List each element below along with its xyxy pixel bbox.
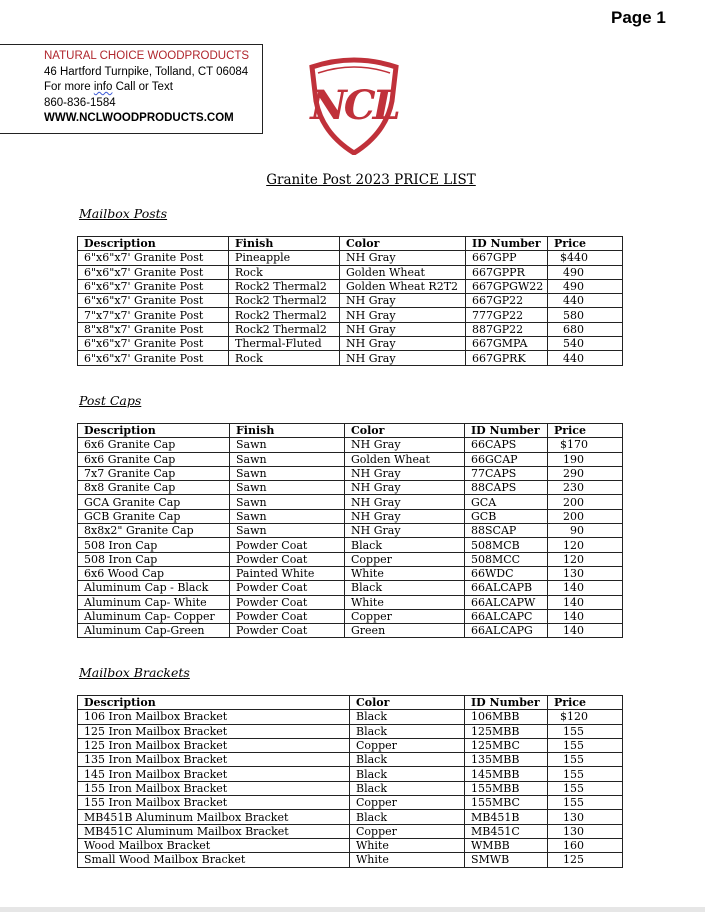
table-cell: 160 <box>548 838 623 852</box>
table-cell: NH Gray <box>345 495 465 509</box>
table-cell: 7"x7"x7' Granite Post <box>78 308 229 322</box>
table-row <box>78 308 623 322</box>
table-cell: White <box>345 566 465 580</box>
table-cell: $170 <box>548 438 623 452</box>
column-header: Finish <box>229 237 340 251</box>
table-cell: GCB <box>465 509 548 523</box>
table-cell: NH Gray <box>340 308 466 322</box>
table-cell: 6"x6"x7' Granite Post <box>78 279 229 293</box>
table-cell: 667GPP <box>466 251 548 265</box>
ncl-shield-logo <box>298 55 410 155</box>
column-header: Price <box>548 237 623 251</box>
table-cell: 125 Iron Mailbox Bracket <box>78 738 350 752</box>
company-contact-line <box>44 80 262 96</box>
table-cell: Rock2 Thermal2 <box>229 294 340 308</box>
table-cell: Wood Mailbox Bracket <box>78 838 350 852</box>
table-row <box>78 767 623 781</box>
table-cell: 155MBC <box>465 796 548 810</box>
table-cell: 8"x8"x7' Granite Post <box>78 322 229 336</box>
table-cell: Golden Wheat <box>340 265 466 279</box>
table-cell: Aluminum Cap- Copper <box>78 609 230 623</box>
table-cell: Painted White <box>230 566 345 580</box>
table-row <box>78 753 623 767</box>
table-cell: 6"x6"x7' Granite Post <box>78 337 229 351</box>
table-cell: Powder Coat <box>230 538 345 552</box>
table-cell: 106MBB <box>465 710 548 724</box>
table-cell: GCB Granite Cap <box>78 509 230 523</box>
table-row <box>78 781 623 795</box>
table-row <box>78 810 623 824</box>
table-cell: 200 <box>548 509 623 523</box>
table-cell: 290 <box>548 466 623 480</box>
contact-prefix: For more <box>44 81 94 93</box>
table-cell: Black <box>350 781 465 795</box>
table-cell: 667GPGW22 <box>466 279 548 293</box>
table-cell: White <box>350 838 465 852</box>
table-cell: 155MBB <box>465 781 548 795</box>
table-cell: 155 <box>548 724 623 738</box>
table-cell: WMBB <box>465 838 548 852</box>
table-row <box>78 495 623 509</box>
table-cell: Sawn <box>230 438 345 452</box>
table-cell: GCA Granite Cap <box>78 495 230 509</box>
column-header: Color <box>345 424 465 438</box>
table-row <box>78 724 623 738</box>
table-row <box>78 481 623 495</box>
table-row <box>78 322 623 336</box>
table-cell: 508MCB <box>465 538 548 552</box>
table-cell: White <box>345 595 465 609</box>
table-cell: Sawn <box>230 495 345 509</box>
table-cell: 667GPPR <box>466 265 548 279</box>
table-cell: 155 <box>548 781 623 795</box>
table-cell: 6"x6"x7' Granite Post <box>78 351 229 365</box>
table-cell: Sawn <box>230 509 345 523</box>
table-cell: 130 <box>548 566 623 580</box>
table-cell: 155 <box>548 753 623 767</box>
table-cell: NH Gray <box>340 294 466 308</box>
table-cell: 135 Iron Mailbox Bracket <box>78 753 350 767</box>
table-cell: NH Gray <box>340 351 466 365</box>
table-cell: Powder Coat <box>230 595 345 609</box>
table-row <box>78 524 623 538</box>
table-cell: NH Gray <box>340 322 466 336</box>
table-cell: Powder Coat <box>230 581 345 595</box>
table-cell: 190 <box>548 452 623 466</box>
table-cell: 6"x6"x7' Granite Post <box>78 294 229 308</box>
table-cell: 6x6 Wood Cap <box>78 566 230 580</box>
table-cell: 90 <box>548 524 623 538</box>
table-cell: 6"x6"x7' Granite Post <box>78 251 229 265</box>
logo-lettering: NCL <box>310 82 398 129</box>
table-cell: 125 Iron Mailbox Bracket <box>78 724 350 738</box>
table-cell: 580 <box>548 308 623 322</box>
table-cell: 66ALCAPG <box>465 624 548 638</box>
table-row <box>78 824 623 838</box>
table-cell: Thermal-Fluted <box>229 337 340 351</box>
table-row <box>78 294 623 308</box>
table-cell: Golden Wheat R2T2 <box>340 279 466 293</box>
table-header-row <box>78 696 623 710</box>
column-header: ID Number <box>465 696 548 710</box>
table-row <box>78 609 623 623</box>
column-header: Price <box>548 696 623 710</box>
column-header: ID Number <box>466 237 548 251</box>
table-row <box>78 466 623 480</box>
table-cell: Sawn <box>230 452 345 466</box>
table-cell: 120 <box>548 552 623 566</box>
page-number: Page 1 <box>611 8 666 27</box>
table-cell: GCA <box>465 495 548 509</box>
table-cell: Rock2 Thermal2 <box>229 308 340 322</box>
table-cell: Rock <box>229 351 340 365</box>
table-cell: 887GP22 <box>466 322 548 336</box>
table-cell: NH Gray <box>340 251 466 265</box>
table-cell: 777GP22 <box>466 308 548 322</box>
table-cell: 145 Iron Mailbox Bracket <box>78 767 350 781</box>
table-row <box>78 566 623 580</box>
table-row <box>78 538 623 552</box>
table-header-row <box>78 424 623 438</box>
column-header: Finish <box>230 424 345 438</box>
table-cell: 155 <box>548 767 623 781</box>
table-cell: 66ALCAPC <box>465 609 548 623</box>
table-cell: Pineapple <box>229 251 340 265</box>
column-header: Description <box>78 696 350 710</box>
table-cell: 200 <box>548 495 623 509</box>
table-cell: 667GPRK <box>466 351 548 365</box>
table-cell: 77CAPS <box>465 466 548 480</box>
table-cell: 6x6 Granite Cap <box>78 452 230 466</box>
table-cell: 8x8 Granite Cap <box>78 481 230 495</box>
table-cell: 130 <box>548 810 623 824</box>
table-cell: Aluminum Cap - Black <box>78 581 230 595</box>
column-header: Color <box>350 696 465 710</box>
table-cell: 66WDC <box>465 566 548 580</box>
table-cell: 66ALCAPB <box>465 581 548 595</box>
table-cell: 155 <box>548 796 623 810</box>
table-cell: Black <box>350 710 465 724</box>
table-cell: SMWB <box>465 853 548 867</box>
table-cell: Copper <box>345 609 465 623</box>
table-row <box>78 265 623 279</box>
table-cell: Sawn <box>230 524 345 538</box>
table-cell: 667GP22 <box>466 294 548 308</box>
company-address: 46 Hartford Turnpike, Tolland, CT 06084 <box>44 65 249 78</box>
column-header: Price <box>548 424 623 438</box>
table-cell: Copper <box>350 796 465 810</box>
table-cell: 66GCAP <box>465 452 548 466</box>
table-cell: Copper <box>345 552 465 566</box>
table-row <box>78 838 623 852</box>
table-cell: NH Gray <box>345 466 465 480</box>
column-header: ID Number <box>465 424 548 438</box>
table-cell: 440 <box>548 294 623 308</box>
table-cell: 508MCC <box>465 552 548 566</box>
company-phone: 860-836-1584 <box>44 96 116 109</box>
table-cell: 140 <box>548 595 623 609</box>
column-header: Color <box>340 237 466 251</box>
table-cell: Powder Coat <box>230 609 345 623</box>
table-cell: 155 Iron Mailbox Bracket <box>78 796 350 810</box>
table-cell: Powder Coat <box>230 624 345 638</box>
mailbox-posts-table <box>77 236 623 366</box>
table-cell: NH Gray <box>345 524 465 538</box>
table-row <box>78 251 623 265</box>
table-cell: 120 <box>548 538 623 552</box>
table-cell: NH Gray <box>345 481 465 495</box>
table-cell: 135MBB <box>465 753 548 767</box>
table-cell: 140 <box>548 609 623 623</box>
company-website: WWW.NCLWOODPRODUCTS.COM <box>44 112 234 124</box>
table-row <box>78 796 623 810</box>
page-bottom-edge <box>0 907 705 912</box>
table-cell: Rock2 Thermal2 <box>229 279 340 293</box>
table-cell: 88CAPS <box>465 481 548 495</box>
table-cell: Black <box>350 724 465 738</box>
mailbox-brackets-table <box>77 695 623 868</box>
table-cell: 8x8x2" Granite Cap <box>78 524 230 538</box>
table-cell: White <box>350 853 465 867</box>
table-cell: 125MBB <box>465 724 548 738</box>
table-cell: 490 <box>548 265 623 279</box>
table-row <box>78 624 623 638</box>
company-address-box <box>0 44 263 134</box>
table-cell: 125MBC <box>465 738 548 752</box>
table-row <box>78 581 623 595</box>
table-cell: 490 <box>548 279 623 293</box>
table-cell: $440 <box>548 251 623 265</box>
table-cell: 440 <box>548 351 623 365</box>
column-header: Description <box>78 237 229 251</box>
table-cell: 230 <box>548 481 623 495</box>
table-header-row <box>78 237 623 251</box>
table-cell: $120 <box>548 710 623 724</box>
table-cell: Rock <box>229 265 340 279</box>
table-cell: 667GMPA <box>466 337 548 351</box>
table-cell: NH Gray <box>345 509 465 523</box>
table-cell: Black <box>350 810 465 824</box>
table-cell: NH Gray <box>340 337 466 351</box>
table-cell: MB451C Aluminum Mailbox Bracket <box>78 824 350 838</box>
section-heading-mailbox-brackets: Mailbox Brackets <box>79 665 190 680</box>
table-cell: 66CAPS <box>465 438 548 452</box>
table-row <box>78 438 623 452</box>
table-cell: MB451C <box>465 824 548 838</box>
section-heading-post-caps: Post Caps <box>79 393 142 408</box>
table-cell: 680 <box>548 322 623 336</box>
table-cell: NH Gray <box>345 438 465 452</box>
post-caps-table <box>77 423 623 638</box>
table-cell: Copper <box>350 738 465 752</box>
table-cell: 125 <box>548 853 623 867</box>
table-cell: Rock2 Thermal2 <box>229 322 340 336</box>
section-heading-mailbox-posts: Mailbox Posts <box>79 206 168 221</box>
company-name: NATURAL CHOICE WOODPRODUCTS <box>44 50 250 62</box>
table-row <box>78 595 623 609</box>
table-cell: 155 <box>548 738 623 752</box>
table-cell: 6"x6"x7' Granite Post <box>78 265 229 279</box>
table-cell: Black <box>345 581 465 595</box>
table-row <box>78 452 623 466</box>
table-cell: 540 <box>548 337 623 351</box>
table-row <box>78 552 623 566</box>
table-cell: Sawn <box>230 466 345 480</box>
table-cell: Powder Coat <box>230 552 345 566</box>
table-cell: Green <box>345 624 465 638</box>
table-cell: Aluminum Cap-Green <box>78 624 230 638</box>
table-cell: 155 Iron Mailbox Bracket <box>78 781 350 795</box>
table-cell: 508 Iron Cap <box>78 552 230 566</box>
table-row <box>78 738 623 752</box>
table-cell: Copper <box>350 824 465 838</box>
table-cell: 6x6 Granite Cap <box>78 438 230 452</box>
table-cell: Black <box>350 767 465 781</box>
table-cell: Small Wood Mailbox Bracket <box>78 853 350 867</box>
table-cell: 66ALCAPW <box>465 595 548 609</box>
table-cell: 508 Iron Cap <box>78 538 230 552</box>
table-cell: 88SCAP <box>465 524 548 538</box>
table-cell: 140 <box>548 624 623 638</box>
table-cell: MB451B <box>465 810 548 824</box>
table-cell: Golden Wheat <box>345 452 465 466</box>
table-cell: Black <box>345 538 465 552</box>
table-cell: Aluminum Cap- White <box>78 595 230 609</box>
contact-suffix: Call or Text <box>112 81 173 93</box>
contact-info-word: info <box>93 81 113 93</box>
table-cell: 106 Iron Mailbox Bracket <box>78 710 350 724</box>
table-cell: Black <box>350 753 465 767</box>
price-list-title: Granite Post 2023 PRICE LIST <box>266 172 476 188</box>
table-row <box>78 351 623 365</box>
table-row <box>78 337 623 351</box>
table-cell: 130 <box>548 824 623 838</box>
table-cell: 145MBB <box>465 767 548 781</box>
table-cell: 140 <box>548 581 623 595</box>
table-cell: 7x7 Granite Cap <box>78 466 230 480</box>
table-row <box>78 509 623 523</box>
table-row <box>78 853 623 867</box>
table-row <box>78 279 623 293</box>
table-cell: Sawn <box>230 481 345 495</box>
table-cell: MB451B Aluminum Mailbox Bracket <box>78 810 350 824</box>
column-header: Description <box>78 424 230 438</box>
table-row <box>78 710 623 724</box>
